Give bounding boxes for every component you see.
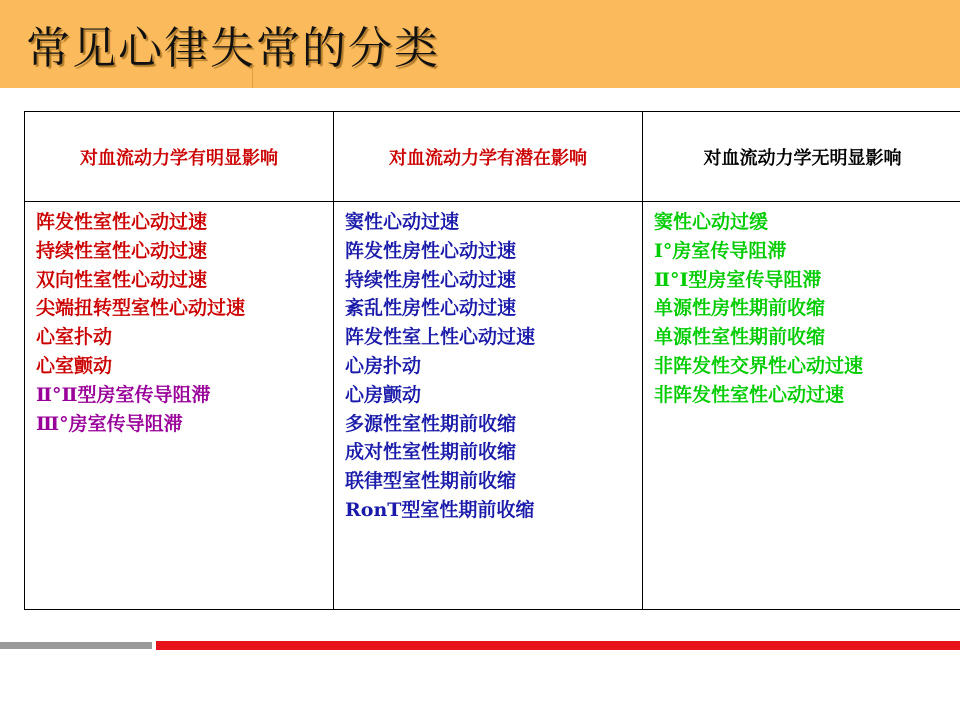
list-item: 双向性室性心动过速 [36, 268, 208, 291]
list-item: 心室扑动 [36, 326, 113, 349]
list-item: 阵发性室上性心动过速 [345, 326, 536, 349]
list-item: 持续性房性心动过速 [345, 268, 517, 291]
table-body-row [25, 202, 960, 610]
column-none [643, 202, 960, 610]
column-potential [334, 202, 643, 610]
list-item: 单源性房性期前收缩 [654, 297, 826, 320]
list-item: Ⅲ°房室传导阻滞 [36, 412, 183, 435]
list-item: 联律型室性期前收缩 [345, 470, 517, 493]
list-item: 心房扑动 [345, 354, 422, 377]
list-item: 紊乱性房性心动过速 [345, 297, 517, 320]
list-none [643, 202, 960, 410]
list-item: 持续性室性心动过速 [36, 239, 208, 262]
header-cell-potential: 对血流动力学有潜在影响 [334, 112, 643, 202]
list-item: 成对性室性期前收缩 [345, 441, 517, 464]
title-bar [0, 0, 960, 88]
list-item: RonT型室性期前收缩 [345, 498, 535, 521]
footer-bar-gray [0, 642, 152, 649]
header-cell-significant: 对血流动力学有明显影响 [25, 112, 334, 202]
list-item: Ⅰ°房室传导阻滞 [654, 239, 787, 262]
arrhythmia-classification-table [24, 111, 960, 610]
footer-bar-red [156, 641, 960, 650]
list-item: 阵发性房性心动过速 [345, 239, 517, 262]
header-cell-none: 对血流动力学无明显影响 [643, 112, 960, 202]
list-item: Ⅱ°Ⅰ型房室传导阻滞 [654, 268, 822, 291]
list-item: 多源性室性期前收缩 [345, 412, 517, 435]
column-significant [25, 202, 334, 610]
list-item: 尖端扭转型室性心动过速 [36, 297, 246, 320]
list-item: 非阵发性交界性心动过速 [654, 354, 864, 377]
table-header-row [25, 112, 960, 202]
list-item: 窦性心动过缓 [654, 211, 769, 233]
list-item: 单源性室性期前收缩 [654, 326, 826, 349]
list-significant [25, 202, 333, 438]
list-item: 心室颤动 [36, 354, 113, 377]
list-item: Ⅱ°Ⅱ型房室传导阻滞 [36, 383, 211, 406]
list-item: 阵发性室性心动过速 [36, 211, 208, 233]
list-potential [334, 202, 642, 525]
page-title: 常见心律失常的分类 [26, 23, 440, 74]
list-item: 心房颤动 [345, 383, 422, 406]
list-item: 非阵发性室性心动过速 [654, 383, 845, 406]
list-item: 窦性心动过速 [345, 211, 460, 233]
